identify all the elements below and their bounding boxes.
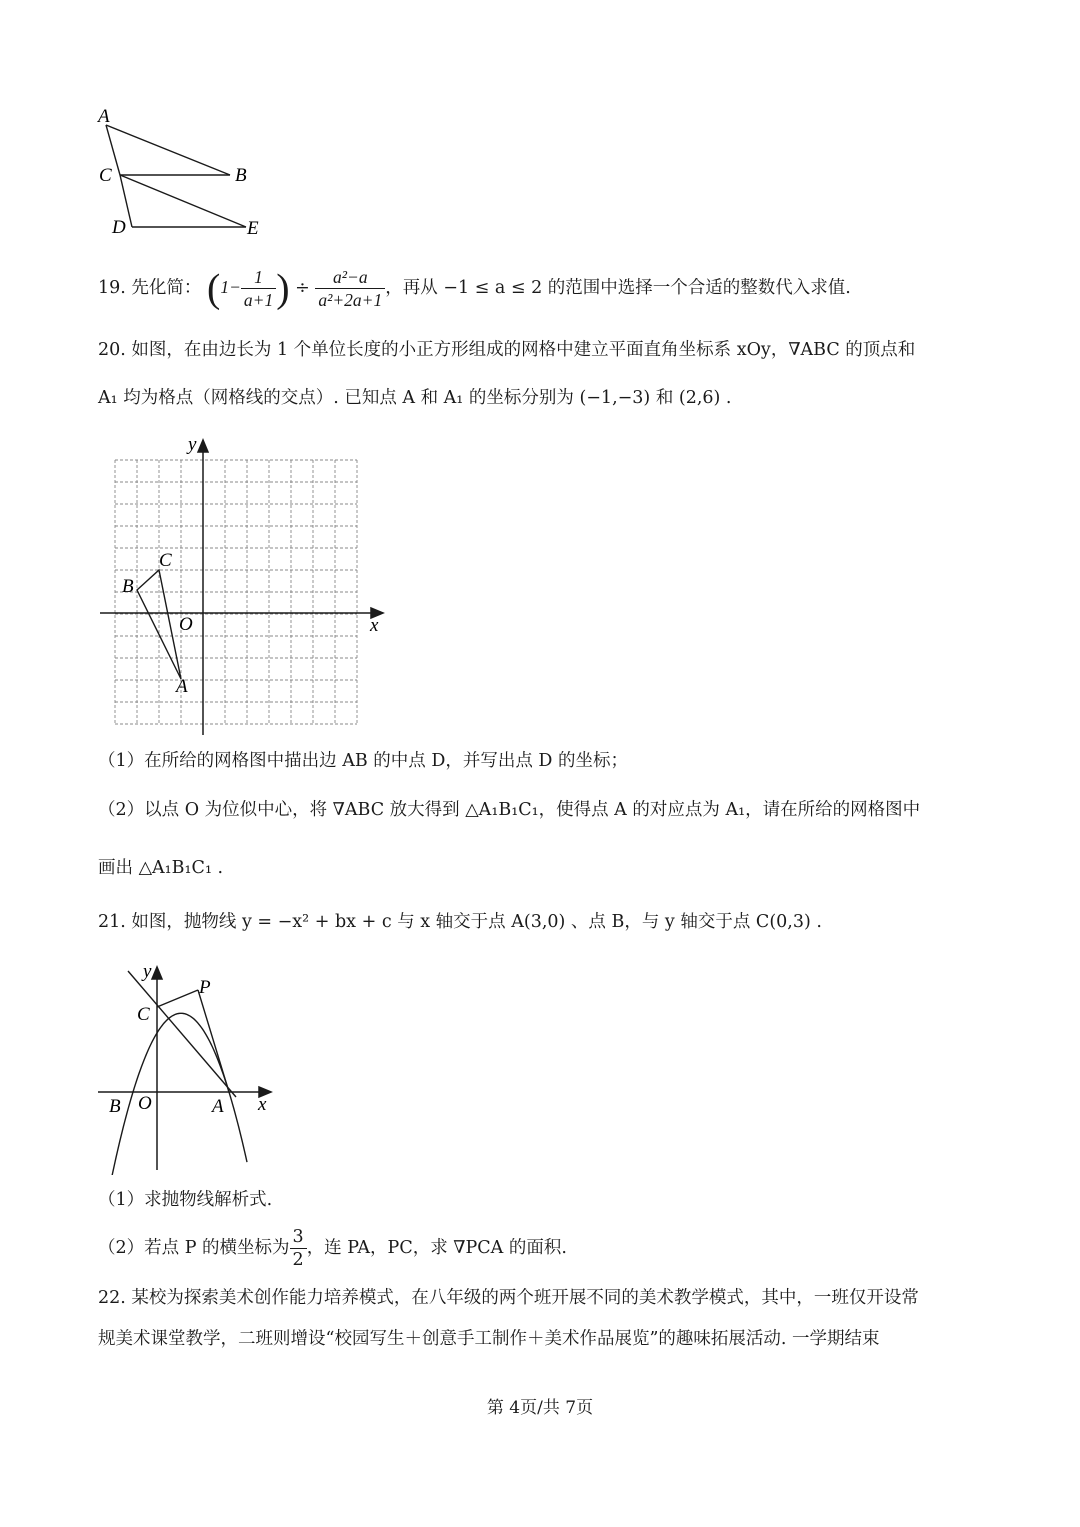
q19-number: 19. bbox=[98, 278, 126, 298]
q20-line1: 20. 如图，在由边长为 1 个单位长度的小正方形组成的网格中建立平面直角坐标系 xOy，∇ABC 的顶点和 bbox=[98, 340, 916, 360]
q21-sub2-pre: （2）若点 P 的横坐标为 bbox=[98, 1238, 290, 1258]
axis-label-y: y bbox=[188, 434, 197, 455]
q19-f2-num: a²−a bbox=[315, 266, 385, 289]
label-B: B bbox=[122, 576, 134, 597]
line-PA bbox=[198, 990, 229, 1092]
label-B: B bbox=[109, 1096, 121, 1117]
q21-sub2 bbox=[98, 1222, 567, 1274]
q20-sub2b: 画出 △A₁B₁C₁ . bbox=[98, 858, 224, 878]
line-PC bbox=[157, 990, 198, 1007]
parabola-curve bbox=[111, 1013, 247, 1175]
q19-f1-den: a+1 bbox=[243, 290, 274, 310]
q21-sub2-post: ，连 PA，PC，求 ∇PCA 的面积. bbox=[306, 1238, 567, 1258]
label-C: C bbox=[159, 550, 172, 571]
q19-divide: ÷ bbox=[295, 278, 310, 298]
label-D: D bbox=[112, 217, 126, 238]
label-O: O bbox=[138, 1093, 152, 1114]
label-C: C bbox=[99, 165, 112, 186]
q20-sub1: （1）在所给的网格图中描出边 AB 的中点 D，并写出点 D 的坐标； bbox=[98, 751, 629, 771]
axis-label-y: y bbox=[143, 961, 152, 982]
q20-sub2a: （2）以点 O 为位似中心，将 ∇ABC 放大得到 △A₁B₁C₁，使得点 A 的对应点为 A₁，请在所给的网格图中 bbox=[98, 800, 921, 820]
q19-f1-num: 1 bbox=[241, 266, 276, 289]
q21-frac-den: 2 bbox=[292, 1250, 304, 1270]
label-E: E bbox=[247, 218, 259, 239]
q21-line1: 21. 如图，抛物线 y = −x² + bx + c 与 x 轴交于点 A(3,0) 、点 B，与 y 轴交于点 C(0,3) . bbox=[98, 912, 822, 932]
label-A: A bbox=[176, 676, 188, 697]
q19-f2-den: a²+2a+1 bbox=[318, 290, 383, 310]
label-O: O bbox=[179, 614, 193, 635]
q22-line2: 规美术课堂教学，二班则增设“校园写生＋创意手工制作＋美术作品展览”的趣味拓展活动. 一学期结束 bbox=[98, 1329, 880, 1349]
q21-frac-num: 3 bbox=[290, 1226, 307, 1249]
q21-sub1: （1）求抛物线解析式. bbox=[98, 1190, 273, 1210]
label-B: B bbox=[235, 165, 247, 186]
coordinate-grid-q20 bbox=[95, 430, 395, 740]
label-P: P bbox=[199, 977, 211, 998]
q19-suffix: ，再从 −1 ≤ a ≤ 2 的范围中选择一个合适的整数代入求值. bbox=[385, 278, 851, 298]
axis-label-x: x bbox=[370, 615, 379, 636]
page-footer: 第 4页/共 7页 bbox=[486, 1398, 594, 1418]
q22-line1: 22. 某校为探索美术创作能力培养模式，在八年级的两个班开展不同的美术教学模式，其中，一班仅开设常 bbox=[98, 1288, 919, 1308]
q20-line2: A₁ 均为格点（网格线的交点）. 已知点 A 和 A₁ 的坐标分别为 (−1,−3) 和 (2,6) . bbox=[98, 388, 732, 408]
label-C: C bbox=[137, 1004, 150, 1025]
q19-one: 1− bbox=[220, 277, 241, 297]
q19-prefix: 先化简： bbox=[131, 278, 202, 298]
axis-label-x: x bbox=[258, 1094, 267, 1115]
question-19: 19. 先化简： (1− $\frac{1}{a+1}$ ) ÷ $\frac{\text{a²−a}}{\text{a²+2a+1}}$ ，再从 −1 ≤ a ≤ 2 的范围中选择一个合适的整数代入求值. bbox=[98, 265, 851, 311]
line-CA bbox=[128, 971, 236, 1097]
parabola-figure-q21 bbox=[95, 955, 285, 1175]
label-A: A bbox=[212, 1096, 224, 1117]
label-A: A bbox=[98, 106, 110, 127]
triangle-figure-q18 bbox=[90, 100, 280, 245]
